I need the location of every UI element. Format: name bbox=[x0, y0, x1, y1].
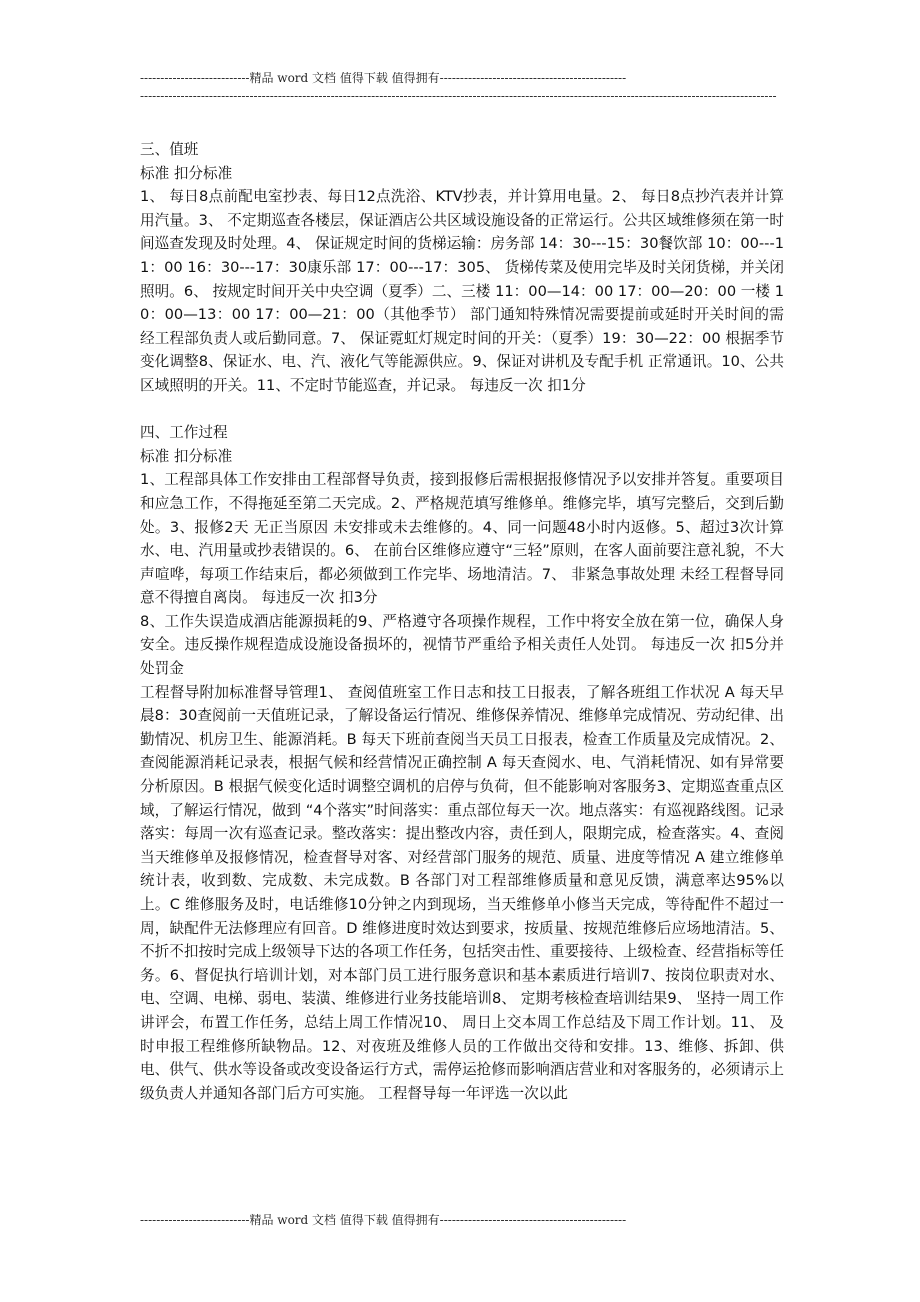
document-body bbox=[140, 138, 784, 1105]
header-divider: ------------------------------------------------------------------------------------------------------------------------------------------------------------- bbox=[140, 89, 777, 103]
section3-body: 1、 每日8点前配电室抄表、每日12点洗浴、KTV抄表，并计算用电量。2、 每日8点抄汽表并计算用汽量。3、 不定期巡查各楼层，保证酒店公共区域设施设备的正常运行。公共区域维修须在第一时间巡查发现及时处理。4、 保证规定时间的货梯运输：房务部 14：30---15：30餐饮部 10：00---11：00 16：30---17：30康乐部 17：00---17：305、 货梯传菜及使用完毕及时关闭货梯，并关闭照明。6、 按规定时间开关中央空调（夏季）二、三楼 11：00—14：00 17：00—20：00 一楼 10：00—13：00 17：00—21：00（其他季节） 部门通知特殊情况需要提前或延时开关时间的需经工程部负责人或后勤同意。7、 保证霓虹灯规定时间的开关：（夏季）19：30—22：00 根据季节变化调整8、保证水、电、汽、液化气等能源供应。9、保证对讲机及专配手机 正常通讯。10、公共区域照明的开关。11、不定时节能巡查，并记录。 每违反一次 扣1分 bbox=[140, 188, 784, 394]
section4-para2: 8、工作失误造成酒店能源损耗的9、严格遵守各项操作规程，工作中将安全放在第一位，确保人身安全。违反操作规程造成设施设备损坏的，视情节严重给予相关责任人处罚。 每违反一次 扣5分并处罚金 bbox=[140, 612, 784, 678]
section3-subtitle: 标准 扣分标准 bbox=[140, 164, 233, 182]
section-gap bbox=[140, 398, 784, 422]
section4-subtitle: 标准 扣分标准 bbox=[140, 447, 233, 465]
section3-title: 三、值班 bbox=[140, 141, 199, 158]
header-banner: ---------------------------精品 word 文档 值得下载 值得拥有---------------------------------------------- bbox=[140, 71, 627, 85]
section4-title: 四、工作过程 bbox=[140, 424, 228, 442]
section4-para3: 工程督导附加标准督导管理1、 查阅值班室工作日志和技工日报表，了解各班组工作状况 A 每天早晨8：30查阅前一天值班记录，了解设备运行情况、维修保养情况、维修单完成情况、劳动纪律、出勤情况、机房卫生、能源消耗。B 每天下班前查阅当天员工日报表，检查工作质量及完成情况。2、查阅能源消耗记录表，根据气候和经营情况正确控制 A 每天查阅水、电、气消耗情况、如有异常要分析原因。B 根据气候变化适时调整空调机的启停与负荷，但不能影响对客服务3、定期巡查重点区域，了解运行情况，做到 “4个落实”时间落实：重点部位每天一次。地点落实：有巡视路线图。记录落实：每周一次有巡查记录。整改落实：提出整改内容，责任到人，限期完成，检查落实。4、查阅当天维修单及报修情况，检查督导对客、对经营部门服务的规范、质量、进度等情况 A 建立维修单统计表，收到数、完成数、未完成数。B 各部门对工程部维修质量和意见反馈，满意率达95%以上。C 维修服务及时，电话维修10分钟之内到现场，当天维修单小修当天完成，等待配件不超过一周，缺配件无法修理应有回音。D 维修进度时效达到要求，按质量、按规范维修后应场地清洁。5、不折不扣按时完成上级领导下达的各项工作任务，包括突击性、重要接待、上级检查、经营指标等任务。6、督促执行培训计划，对本部门员工进行服务意识和基本素质进行培训7、按岗位职责对水、电、空调、电梯、弱电、装潢、维修进行业务技能培训8、 定期考核检查培训结果9、 坚持一周工作讲评会，布置工作任务，总结上周工作情况10、 周日上交本周工作总结及下周工作计划。11、 及时申报工程维修所缺物品。12、对夜班及维修人员的工作做出交待和安排。13、维修、拆卸、供电、供气、供水等设备或改变设备运行方式，需停运抢修而影响酒店营业和对客服务的，必须请示上级负责人并通知各部门后方可实施。 工程督导每一年评选一次以此 bbox=[140, 683, 784, 1102]
footer-banner: ---------------------------精品 word 文档 值得下载 值得拥有---------------------------------------------- bbox=[140, 1213, 627, 1227]
section4-para1: 1、工程部具体工作安排由工程部督导负责，接到报修后需根据报修情况予以安排并答复。重要项目和应急工作，不得拖延至第二天完成。2、严格规范填写维修单。维修完毕，填写完整后，交到后勤处。3、报修2天 无正当原因 未安排或未去维修的。4、同一问题48小时内返修。5、超过3次计算水、电、汽用量或抄表错误的。6、 在前台区维修应遵守“三轻”原则，在客人面前要注意礼貌，不大声喧哗，每项工作结束后，都必须做到工作完毕、场地清洁。7、 非紧急事故处理 未经工程督导同意不得擅自离岗。 每违反一次 扣3分 bbox=[140, 471, 784, 607]
